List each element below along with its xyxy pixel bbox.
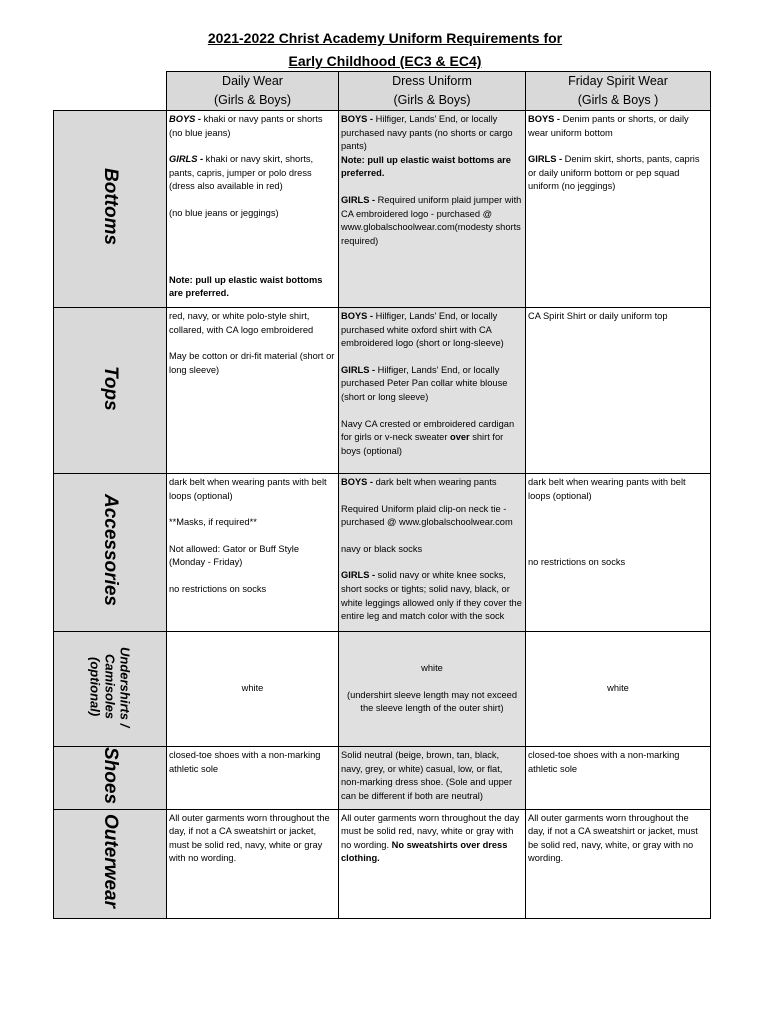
header-daily-wear: Daily Wear (Girls & Boys) <box>167 72 339 111</box>
row-label-outerwear: Outerwear <box>54 809 167 918</box>
row-tops <box>54 308 711 474</box>
title-line-1: 2021-2022 Christ Academy Uniform Requirements for <box>207 30 563 46</box>
row-shoes <box>54 747 711 810</box>
cell-outerwear-daily: All outer garments worn throughout the day, if not a CA sweatshirt or jacket, must be solid red, navy, white or gray with no wording. <box>167 809 339 918</box>
cell-outerwear-dress: All outer garments worn throughout the day must be solid red, navy, white or gray with no wording. No sweatshirts over dress clothing. <box>339 809 526 918</box>
row-label-bottoms: Bottoms <box>54 111 167 308</box>
row-label-shoes: Shoes <box>54 747 167 810</box>
cell-accessories-dress: BOYS - dark belt when wearing pants Required Uniform plaid clip-on neck tie - purchased @ www.globalschoolwear.com navy or black socks GIRLS - solid navy or white knee socks, short socks or tights; solid navy, black, or white leggings allowed only if they cover the entire leg and match color with the sock <box>339 474 526 632</box>
cell-undershirts-spirit: white <box>526 632 711 747</box>
header-row <box>54 72 711 111</box>
cell-bottoms-daily: BOYS - khaki or navy pants or shorts (no blue jeans) GIRLS - khaki or navy skirt, shorts, pants, capris, jumper or polo dress (dress also available in red) (no blue jeans or jeggings) Note: pull up elastic waist bottoms are preferred. <box>167 111 339 308</box>
cell-accessories-spirit: dark belt when wearing pants with belt loops (optional) no restrictions on socks <box>526 474 711 632</box>
row-outerwear <box>54 809 711 918</box>
cell-shoes-spirit: closed-toe shoes with a non-marking athletic sole <box>526 747 711 810</box>
cell-bottoms-spirit: BOYS - Denim pants or shorts, or daily wear uniform bottom GIRLS - Denim skirt, shorts, pants, capris or daily uniform bottom or pep squad uniform (no jeggings) <box>526 111 711 308</box>
row-accessories <box>54 474 711 632</box>
cell-tops-spirit: CA Spirit Shirt or daily uniform top <box>526 308 711 474</box>
row-undershirts <box>54 632 711 747</box>
header-dress-uniform: Dress Uniform (Girls & Boys) <box>339 72 526 111</box>
cell-shoes-dress: Solid neutral (beige, brown, tan, black, navy, grey, or white) casual, low, or flat, non-marking dress shoe. (Sole and upper can be different if both are neutral) <box>339 747 526 810</box>
cell-shoes-daily: closed-toe shoes with a non-marking athletic sole <box>167 747 339 810</box>
row-label-accessories: Accessories <box>54 474 167 632</box>
row-label-tops: Tops <box>54 308 167 474</box>
uniform-table <box>53 71 711 919</box>
cell-undershirts-daily: white <box>167 632 339 747</box>
row-bottoms <box>54 111 711 308</box>
cell-tops-dress: BOYS - Hilfiger, Lands' End, or locally purchased white oxford shirt with CA embroidered logo (short or long-sleeve) GIRLS - Hilfiger, Lands' End, or locally purchased Peter Pan collar white blouse (short or long sleeve) Navy CA crested or embroidered cardigan for girls or v-neck sweater over shirt for boys (optional) <box>339 308 526 474</box>
header-blank <box>54 72 167 111</box>
row-label-undershirts: Undershirts / Camisoles (optional) <box>54 632 167 747</box>
header-friday-spirit-wear: Friday Spirit Wear (Girls & Boys ) <box>526 72 711 111</box>
cell-tops-daily: red, navy, or white polo-style shirt, collared, with CA logo embroidered May be cotton or dri-fit material (short or long sleeve) <box>167 308 339 474</box>
cell-undershirts-dress: white (undershirt sleeve length may not exceed the sleeve length of the outer shirt) <box>339 632 526 747</box>
cell-accessories-daily: dark belt when wearing pants with belt loops (optional) **Masks, if required** Not allowed: Gator or Buff Style (Monday - Friday) no restrictions on socks <box>167 474 339 632</box>
cell-bottoms-dress: BOYS - Hilfiger, Lands' End, or locally purchased navy pants (no shorts or cargo pants) Note: pull up elastic waist bottoms are preferred. GIRLS - Required uniform plaid jumper with CA embroidered logo - purchased @ www.globalschoolwear.com(modesty shorts required) <box>339 111 526 308</box>
title-line-2: Early Childhood (EC3 & EC4) <box>288 53 482 69</box>
cell-outerwear-spirit: All outer garments worn throughout the day, if not a CA sweatshirt or jacket, must be solid red, navy, white, or gray with no wording. <box>526 809 711 918</box>
